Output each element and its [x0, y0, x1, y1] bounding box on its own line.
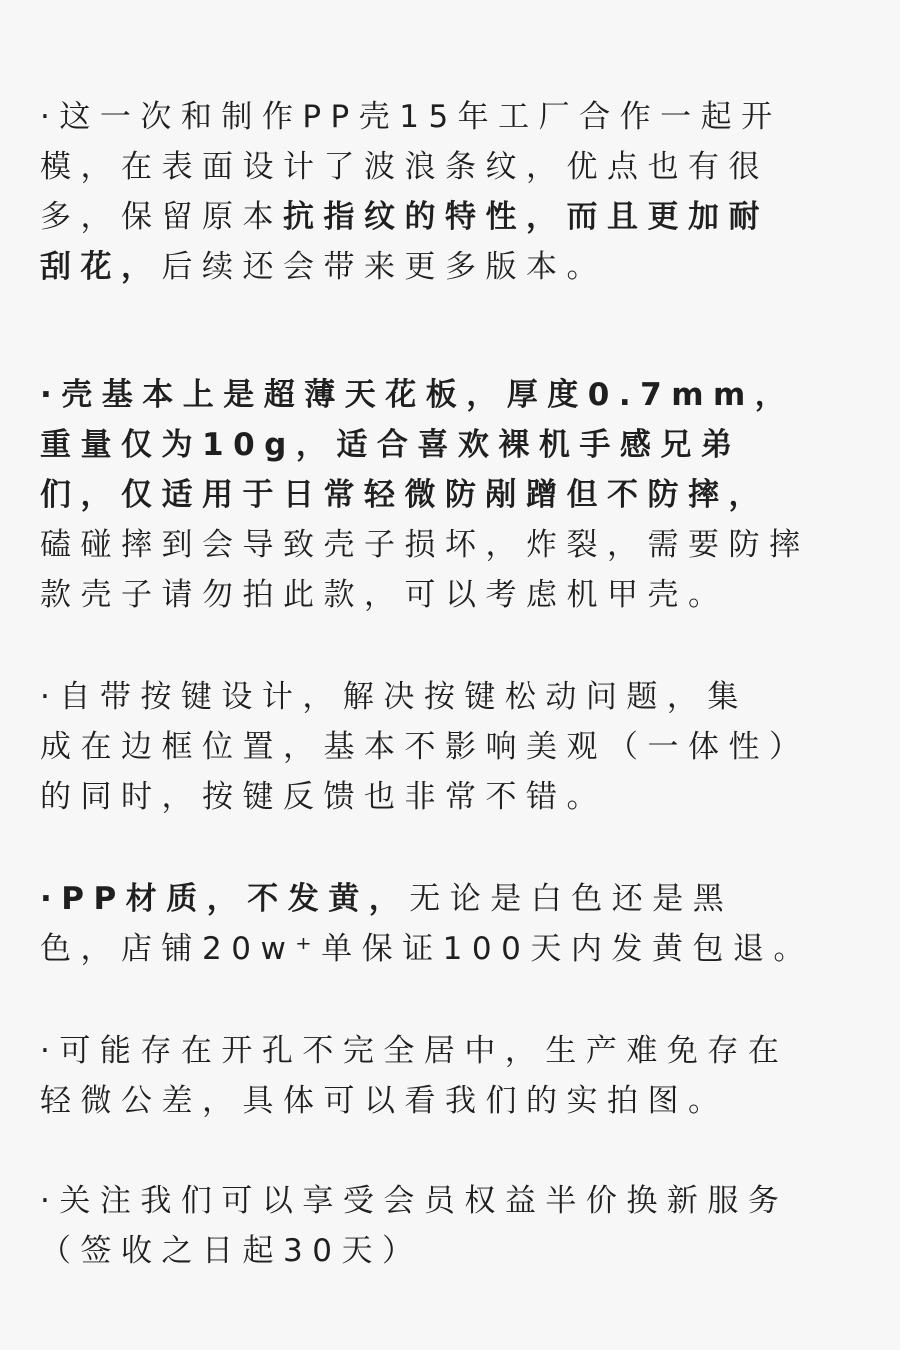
- text-run: 成在边框位置，基本不影响美观（一体性）: [40, 729, 810, 765]
- text-line: [40, 924, 870, 974]
- text-line: [40, 192, 870, 242]
- text-run: （签收之日起30天）: [40, 1233, 423, 1269]
- text-line: [40, 1176, 870, 1226]
- text-run: 多，保留原本: [40, 199, 283, 235]
- text-run: ·关注我们可以享受会员权益半价换新服务: [40, 1183, 789, 1219]
- text-run: ·这一次和制作PP壳15年工厂合作一起开: [40, 99, 782, 135]
- text-line: [40, 92, 870, 142]
- paragraph-member-service: [40, 1176, 870, 1276]
- paragraph-mold-design: [40, 92, 870, 292]
- text-line: [40, 142, 870, 192]
- text-line: [40, 772, 870, 822]
- text-line: [40, 1226, 870, 1276]
- text-run: ·可能存在开孔不完全居中，生产难免存在: [40, 1033, 789, 1069]
- bold-text-run: 们，仅适用于日常轻微防剐蹭但不防摔，: [40, 477, 769, 513]
- text-run: 模，在表面设计了波浪条纹，优点也有很: [40, 149, 769, 185]
- text-line: [40, 420, 870, 470]
- paragraph-thickness-weight: [40, 370, 870, 620]
- text-line: [40, 874, 870, 924]
- text-line: [40, 1076, 870, 1126]
- text-run: 的同时，按键反馈也非常不错。: [40, 779, 607, 815]
- text-run: 无论是白色还是黑: [409, 881, 734, 917]
- bold-text-run: 刮花，: [40, 249, 162, 285]
- text-line: [40, 1026, 870, 1076]
- bold-text-run: ·壳基本上是超薄天花板，厚度0.7mm，: [40, 377, 796, 413]
- text-line: [40, 672, 870, 722]
- bold-text-run: 抗指纹的特性，而且更加耐: [283, 199, 769, 235]
- paragraph-button-design: [40, 672, 870, 822]
- text-run: 款壳子请勿拍此款，可以考虑机甲壳。: [40, 577, 729, 613]
- bold-text-run: 重量仅为10g，适合喜欢裸机手感兄弟: [40, 427, 742, 463]
- text-line: [40, 570, 870, 620]
- text-run: 色，店铺20w⁺单保证100天内发黄包退。: [40, 931, 814, 967]
- text-line: [40, 470, 870, 520]
- paragraph-material: [40, 874, 870, 974]
- text-run: ·自带按键设计，解决按键松动问题，集: [40, 679, 748, 715]
- bold-text-run: ·PP材质，不发黄，: [40, 881, 410, 917]
- text-line: [40, 722, 870, 772]
- text-line: [40, 520, 870, 570]
- text-line: [40, 242, 870, 292]
- text-run: 后续还会带来更多版本。: [161, 249, 607, 285]
- text-line: [40, 370, 870, 420]
- text-run: 轻微公差，具体可以看我们的实拍图。: [40, 1083, 729, 1119]
- text-run: 磕碰摔到会导致壳子损坏，炸裂，需要防摔: [40, 527, 810, 563]
- paragraph-tolerance: [40, 1026, 870, 1126]
